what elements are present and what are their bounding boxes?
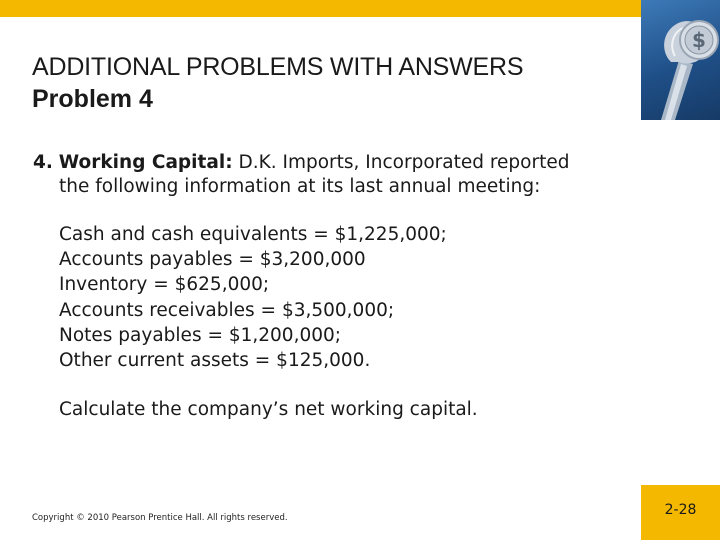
- problem-text-part2: the following information at its last annual meeting:: [59, 176, 541, 197]
- svg-text:$: $: [692, 28, 706, 52]
- problem-label: Working Capital:: [58, 152, 233, 173]
- value-other-current-assets: Other current assets = $125,000.: [59, 350, 371, 372]
- page-number-badge: [641, 485, 720, 540]
- top-accent-bar: [0, 0, 641, 17]
- value-cash: Cash and cash equivalents = $1,225,000;: [59, 224, 447, 245]
- given-values-list: [59, 222, 447, 373]
- wrench-coin-image: [641, 0, 720, 120]
- problem-text-part1: D.K. Imports, Incorporated reported: [238, 152, 570, 173]
- problem-question: Calculate the company’s net working capital.: [59, 399, 478, 420]
- copyright-notice: Copyright © 2010 Pearson Prentice Hall. All rights reserved.: [32, 513, 288, 523]
- value-notes-payables: Notes payables = $1,200,000;: [59, 324, 341, 346]
- problem-number: 4.: [33, 152, 53, 173]
- page-number: 2-28: [664, 502, 697, 518]
- value-inventory: Inventory = $625,000;: [59, 274, 270, 296]
- value-accounts-payables: Accounts payables = $3,200,000: [59, 249, 366, 271]
- problem-statement: [33, 151, 648, 199]
- slide-title: ADDITIONAL PROBLEMS WITH ANSWERS: [32, 53, 524, 81]
- slide-subtitle: Problem 4: [32, 85, 153, 113]
- value-accounts-receivables: Accounts receivables = $3,500,000;: [59, 299, 395, 321]
